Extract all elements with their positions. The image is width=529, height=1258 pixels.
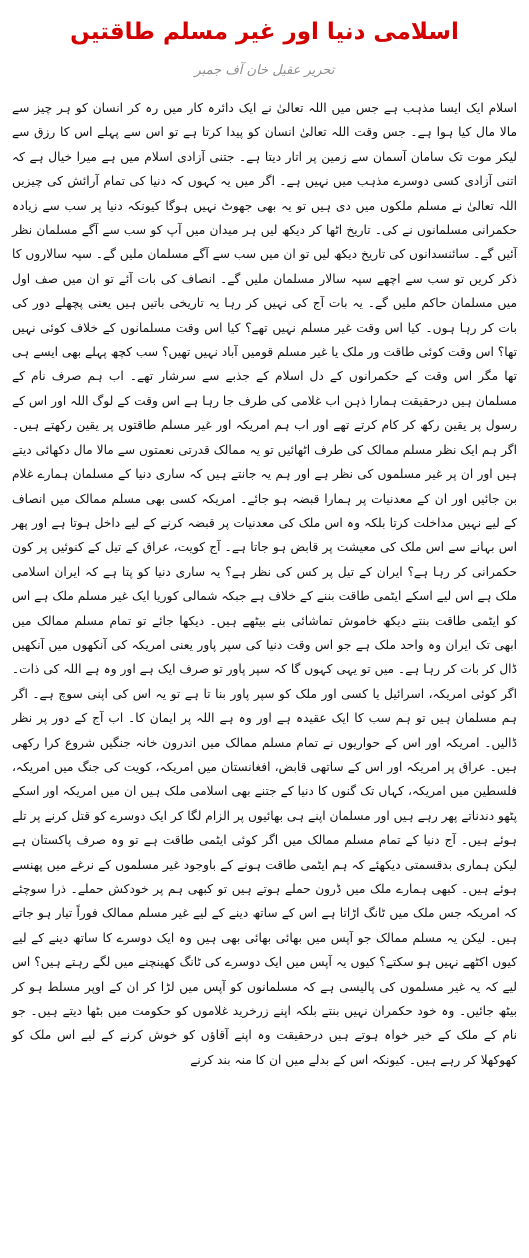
article-title: اسلامی دنیا اور غیر مسلم طاقتیں [70,19,459,45]
article-byline: تحریر عقیل خان آف جمبر [194,63,335,78]
article-paragraph: اسلام ایک ایسا مذہب ہے جس میں اللہ تعالیٰ نے ایک دائرہ کار میں رہ کر انسان کو ہر چیز سے مالا مال کیا ہوا ہے۔ جس وقت اللہ تعالیٰ انسان کو پیدا کرتا ہے تو اس سے پہلے اس کا رزق سے لیکر موت تک سامان آسمان سے زمین پر اتار دیتا ہے۔ جتنی آزادی اسلام میں ہے میرا خیال ہے کہ اتنی آزادی کسی دوسرے مذہب میں نہیں ہے۔ اگر میں یہ کہوں کہ دنیا کی تمام آرائش کی چیزیں اللہ تعالیٰ نے مسلم ملکوں میں دی ہیں تو یہ بھی جھوٹ نہیں ہوگا کیونکہ دنیا پر سب سے زیادہ حکمرانی مسلمانوں نے کی۔ تاریخ اٹھا کر دیکھ لیں ہر میدان میں آپ کو سب سے آگے مسلمان نظر آئیں گے۔ سائنسدانوں کی تاریخ دیکھ لیں تو ان میں سب سے آگے مسلمان ملیں گے۔ سپہ سالاروں کا ذکر کریں تو سب سے اچھے سپہ سالار مسلمان ملیں گے۔ انصاف کی بات آئے تو ان میں صف اول میں مسلمان حاکم ملیں گے۔ یہ بات آج کی نہیں کر رہا یہ تاریخی باتیں ہیں یعنی پچھلے دور کی بات کر رہا ہوں۔ کیا اس وقت غیر مسلم نہیں تھے؟ کیا اس وقت مسلمانوں کے خلاف کوئی نہیں تھا؟ اس وقت کوئی طاقت ور ملک یا غیر مسلم قومیں آباد نہیں تھیں؟ سب کچھ پہلے بھی ایسے ہی تھا مگر اس وقت کے حکمرانوں کے دل اسلام کے جذبے سے سرشار تھے۔ اب ہم صرف نام کے مسلمان ہیں درحقیقت ہمارا ذہن اب غلامی کی طرف جا رہا ہے اس وقت کے لوگ اللہ اور اس کے رسول پر یقین رکھ کر کام کرتے تھے اور اب ہم امریکہ اور غیر مسلم طاقتوں پر یقین رکھتے ہیں۔ اگر ہم ایک نظر مسلم ممالک کی طرف اٹھائیں تو یہ ممالک قدرتی نعمتوں سے مالا مال دکھائی دیتے ہیں اور ان پر غیر مسلموں کی نظر ہے اور ہم یہ جانتے ہیں کہ ساری دنیا کے مسلمان ہمارے غلام بن جائیں اور ان کے معدنیات پر ہمارا قبضہ ہو جائے۔ امریکہ کسی بھی مسلم ممالک میں انصاف کے لیے نہیں مداخلت کرتا بلکہ وہ اس ملک کی معدنیات پر قبضہ کرنے کے لیے داخل ہوتا ہے اور پھر اس بہانے سے اس ملک کی معیشت پر قابض ہو جاتا ہے۔ آج کویت، عراق کے تیل کے کنوئیں پر کون حکمرانی کر رہا ہے؟ ایران کے تیل پر کس کی نظر ہے؟ یہ ساری دنیا کو پتا ہے کہ ایران اسلامی ملک ہے اس لیے اسکے ایٹمی طاقت بننے کے خلاف ہے جبکہ شمالی کوریا ایک غیر مسلم ملک ہے اس کو ایٹمی طاقت بنتے دیکھ خاموش تماشائی بنے بیٹھے ہیں۔ دیکھا جائے تو تمام مسلم ممالک میں ابھی تک ایران وہ واحد ملک ہے جو اس وقت دنیا کی سپر پاور یعنی امریکہ کی آنکھوں میں آنکھیں ڈال کر بات کر رہا ہے۔ میں تو یہی کہوں گا کہ سپر پاور تو صرف ایک ہے اور وہ ہے اللہ کی ذات۔ اگر کوئی امریکہ، اسرائیل یا کسی اور ملک کو سپر پاور بنا تا ہے تو یہ اس کی اپنی سوچ ہے۔ اگر ہم مسلمان ہیں تو ہم سب کا ایک عقیدہ ہے اور وہ ہے اللہ پر ایمان کا۔ اب آج کے دور پر نظر ڈالیں۔ امریکہ اور اس کے حواریوں نے تمام مسلم ممالک میں اندرون خانہ جنگیں شروع کرا رکھی ہیں۔ عراق پر امریکہ اور اس کے ساتھی قابض، افغانستان میں امریکہ، کویت کی جنگ میں امریکہ، فلسطین میں امریکہ، کہاں تک گنوں کا دنیا کے جتنے بھی اسلامی ملک ہیں ان میں امریکہ اور اسکے پٹھو دندناتے پھر رہے ہیں اور مسلمان اپنے ہی بھائیوں پر الزام لگا کر ایک دوسرے کو قتل کرنے پر تلے ہوئے ہیں۔ آج دنیا کے تمام مسلم ممالک میں اگر کوئی ایٹمی طاقت ہے تو وہ صرف پاکستان ہے لیکن ہماری بدقسمتی دیکھئے کہ ہم ایٹمی طاقت ہونے کے باوجود غیر مسلموں کے نرغے میں پھنسے ہوئے ہیں۔ کبھی ہمارے ملک میں ڈرون حملے ہوتے ہیں تو کبھی ہم پر خودکش حملے۔ ذرا سوچئے کہ امریکہ جس ملک میں ٹانگ اڑاتا ہے اس کے ساتھ دینے کے لیے غیر مسلم ممالک فوراً تیار ہو جاتے ہیں۔ لیکن یہ مسلم ممالک جو آپس میں بھائی بھائی بھی ہیں وہ ایک دوسرے کا ساتھ دینے کے لیے کیوں اکٹھے نہیں ہو سکتے؟ کیوں یہ آپس میں ایک دوسرے کی ٹانگ کھینچنے میں لگے رہتے ہیں؟ اس لیے کہ یہ غیر مسلموں کی پالیسی ہے کہ مسلمانوں کو آپس میں لڑا کر ان کے اوپر مسلط ہو کر بیٹھ جائیں۔ وہ خود حکمران نہیں بنتے بلکہ اپنے زرخرید غلاموں کو حکومت میں بٹھا دیتے ہیں۔ جو نام کے ملک کے خیر خواہ ہوتے ہیں درحقیقت وہ اپنے آقاؤں کو خوش کرنے کے لیے اس ملک کو کھوکھلا کر رہے ہیں۔ کیونکہ اس کے بدلے میں ان کا منہ بند کرنے [12,101,517,1067]
article-body [12,96,517,1072]
